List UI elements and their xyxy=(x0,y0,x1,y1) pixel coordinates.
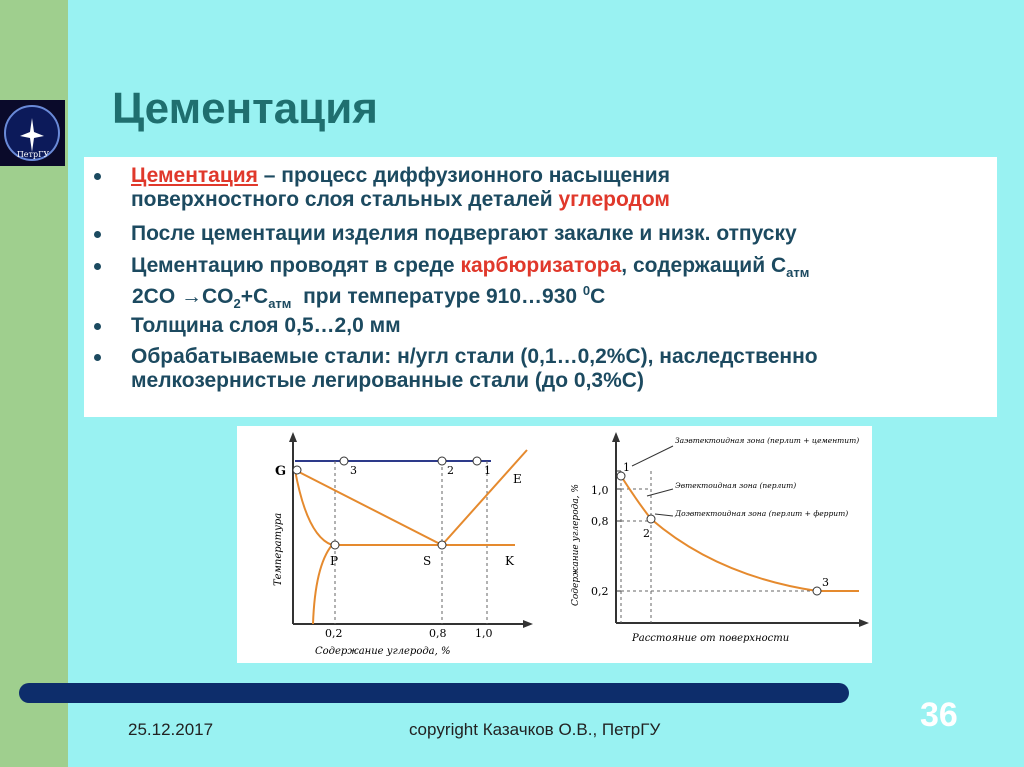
carbon-profile-chart xyxy=(571,432,869,644)
bullet-dot xyxy=(94,173,101,180)
profile-label-2: 2 xyxy=(643,527,650,540)
profile-label-3: 3 xyxy=(822,576,829,589)
label-marker-1: 1 xyxy=(484,464,491,477)
x-tick-1: 0,2 xyxy=(325,627,343,640)
bullet-text-box: Цементация – процесс диффузионного насыщения поверхностного слоя стальных деталей углеродом После цементации изделия подвергают закалке и низк. отпуску Цементацию проводят в среде карбюризатора, содержащий $С_{атм}$ $2CO \to CO_2+С_{атм}$ при температуре 910…930 $^0$С Толщина слоя 0,5…2,0 мм Обрабатываемые стали: н/угл стали (0,1…0,2%С), наследственно мелкозернистые легированные стали (до 0,3%С) xyxy=(84,157,997,417)
gp-curve xyxy=(295,470,332,545)
label-e: E xyxy=(513,472,522,486)
label-g: G xyxy=(275,464,287,479)
marker-1 xyxy=(473,457,481,465)
bullet-dot xyxy=(94,263,101,270)
profile-point-2 xyxy=(647,515,655,523)
y-axis-label-2: Содержание углерода, % xyxy=(571,484,581,606)
bullet-dot xyxy=(94,354,101,361)
slide-title: Цементация xyxy=(112,84,378,133)
y-axis-label-1: Температура xyxy=(273,512,284,586)
slide-number: 36 xyxy=(920,696,958,734)
y-tick-1: 1,0 xyxy=(591,484,609,497)
marker-3 xyxy=(340,457,348,465)
label-p: P xyxy=(330,554,339,568)
x-axis-label-1: Содержание углерода, % xyxy=(315,646,451,657)
iron-carbon-diagrams xyxy=(237,426,872,663)
y-tick-2: 0,8 xyxy=(591,515,609,528)
bullet-dot xyxy=(94,231,101,238)
x-axis-label-2: Расстояние от поверхности xyxy=(632,633,790,644)
copyright-text: copyright Казачков О.В., ПетрГУ xyxy=(409,720,661,739)
profile-label-1: 1 xyxy=(623,461,630,474)
charts-panel xyxy=(237,426,872,663)
point-s xyxy=(438,541,446,549)
x-tick-3: 1,0 xyxy=(475,627,493,640)
label-marker-3: 3 xyxy=(350,464,357,477)
zone-label-1: Заэвтектоидная зона (перлит + цементит) xyxy=(675,436,860,445)
label-marker-2: 2 xyxy=(447,464,454,477)
point-g xyxy=(293,466,301,474)
footer-bar xyxy=(19,683,849,703)
bullet-dot xyxy=(94,323,101,330)
university-logo xyxy=(0,100,65,166)
gse-line xyxy=(295,450,527,545)
label-s: S xyxy=(423,554,432,568)
point-p xyxy=(331,541,339,549)
svg-text:ПетрГУ: ПетрГУ xyxy=(16,150,50,159)
marker-2 xyxy=(438,457,446,465)
zone-label-3: Доэвтектоидная зона (перлит + феррит) xyxy=(675,509,849,518)
x-tick-2: 0,8 xyxy=(429,627,447,640)
label-k: K xyxy=(505,554,514,568)
zone-label-2: Эвтектоидная зона (перлит) xyxy=(675,481,797,490)
phase-diagram-chart xyxy=(273,432,533,657)
y-tick-3: 0,2 xyxy=(591,585,609,598)
slide-date: 25.12.2017 xyxy=(128,720,214,739)
profile-point-3 xyxy=(813,587,821,595)
